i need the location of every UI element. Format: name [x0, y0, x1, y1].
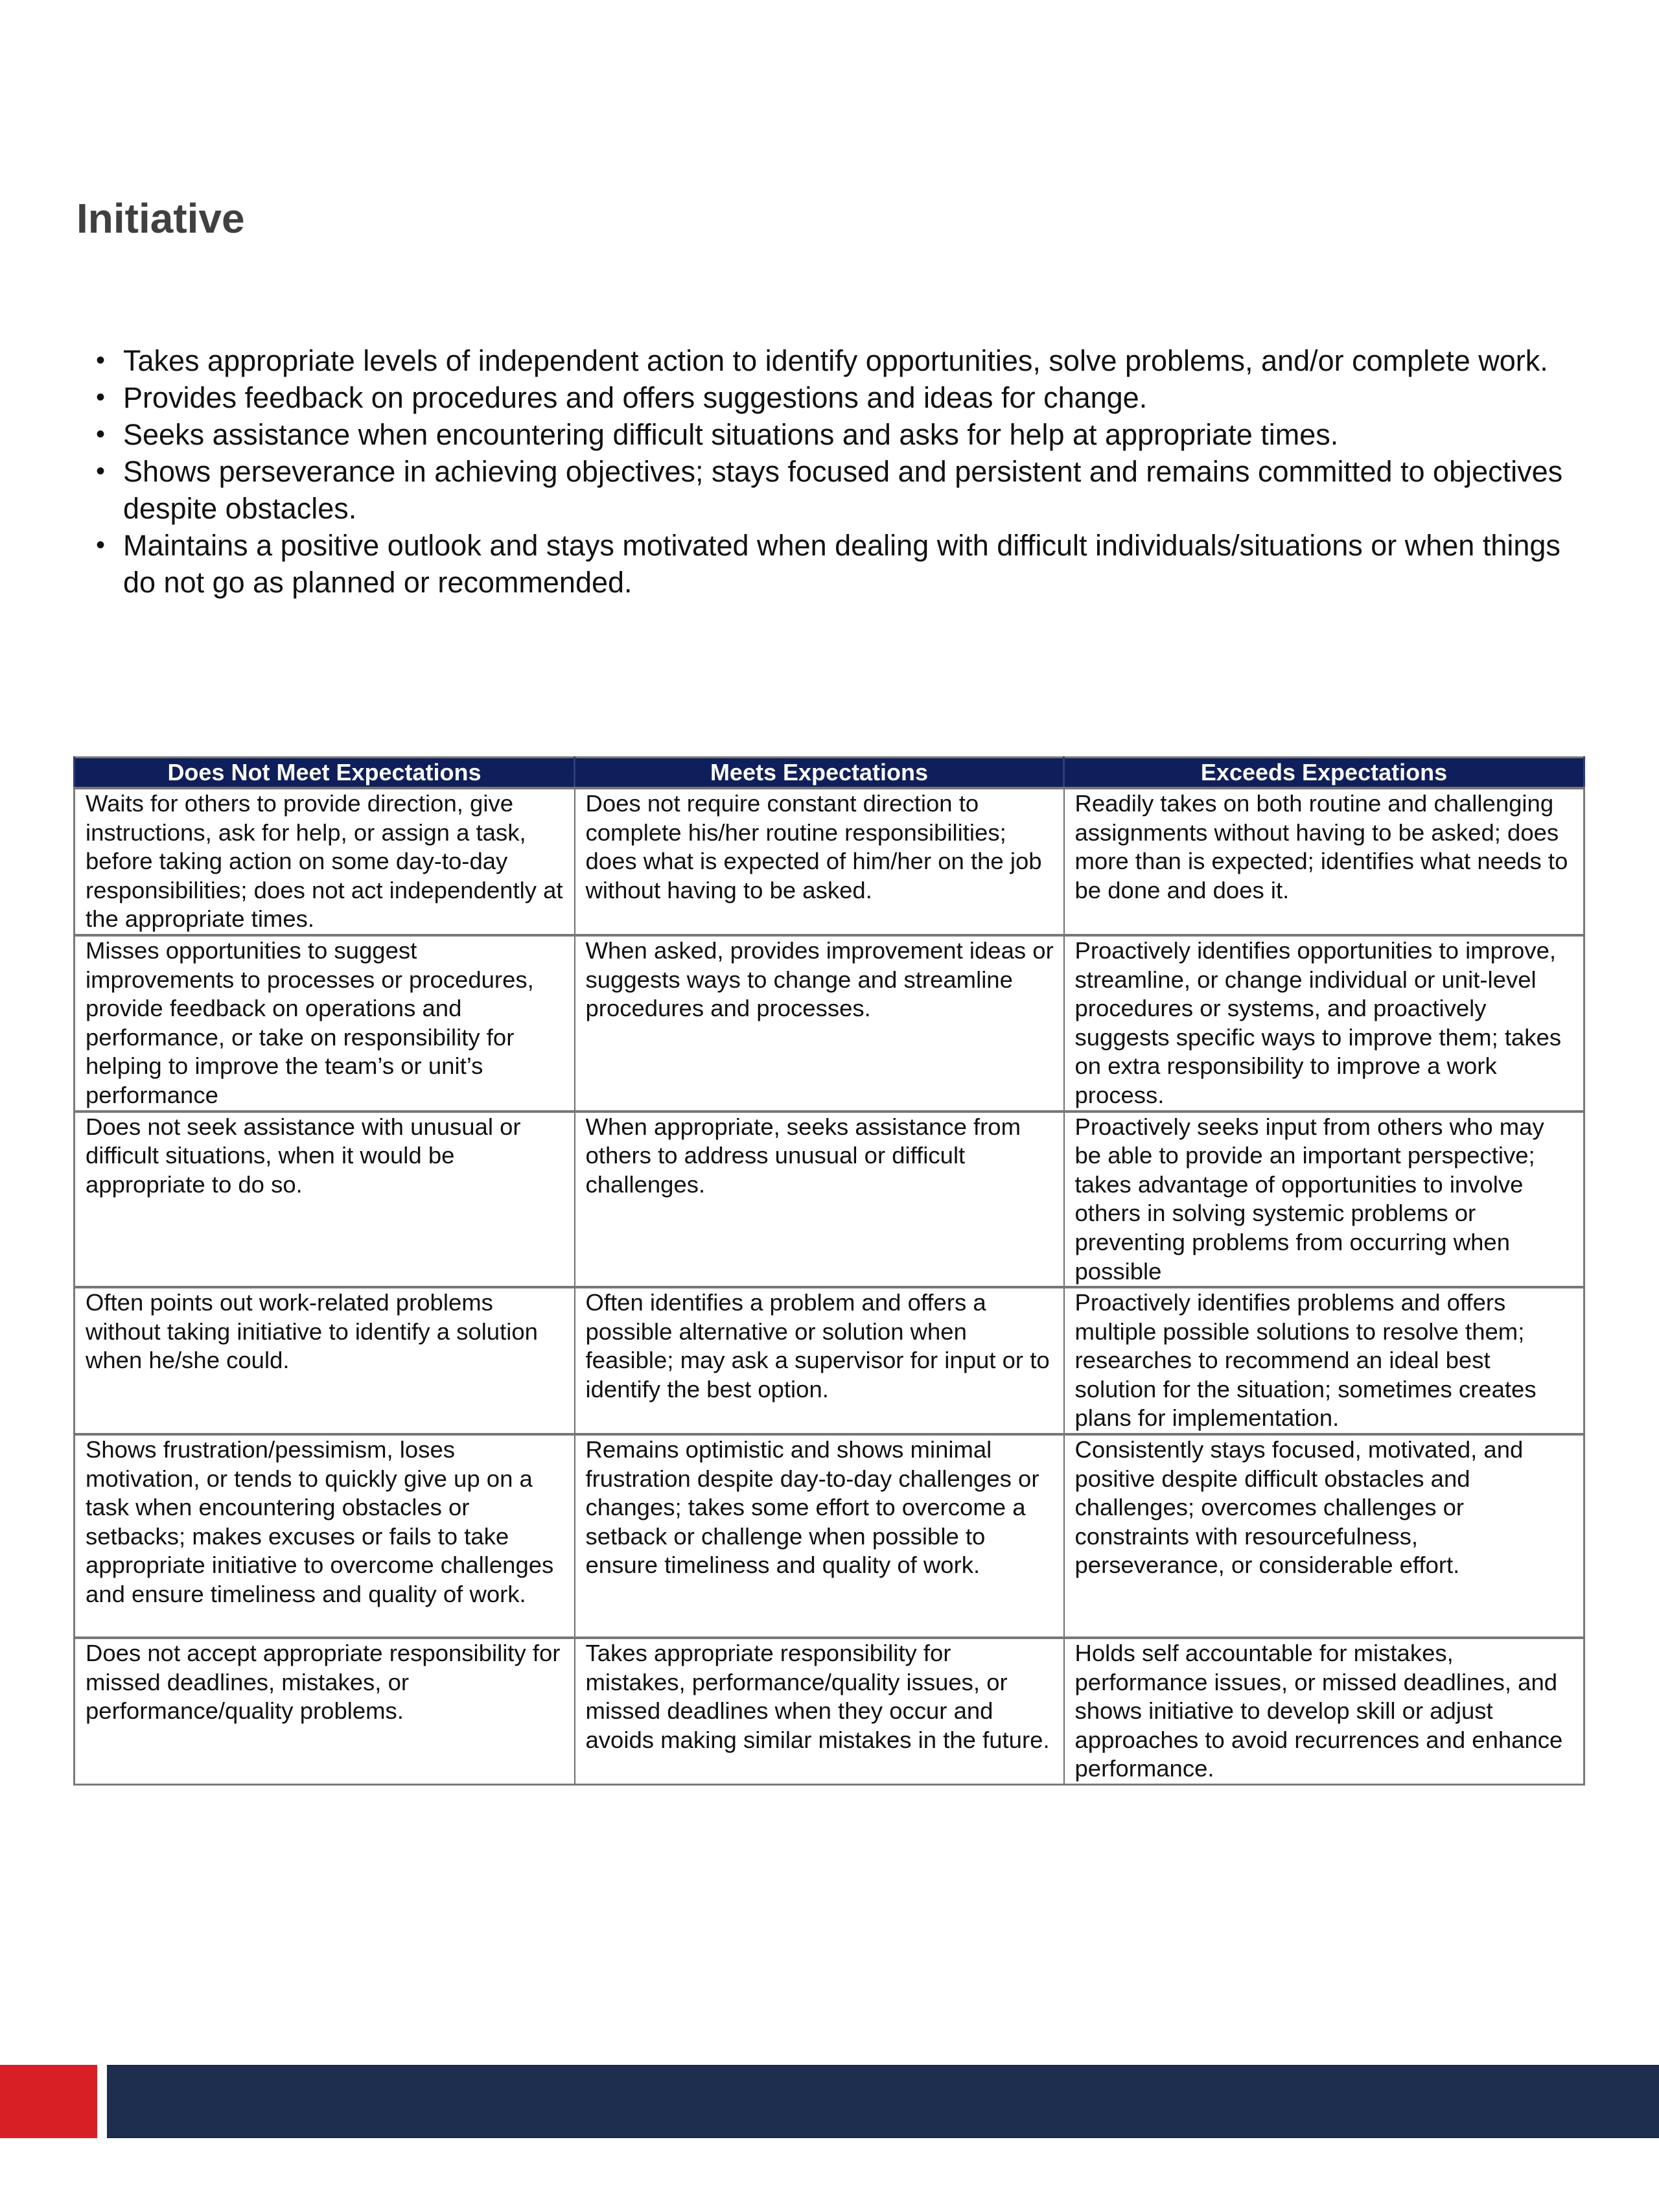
bullet-item [96, 527, 1568, 601]
cell-exceeds: Consistently stays focused, motivated, and positive despite difficult obstacles and challenges; overcomes challenges or constraints with resourcefulness, perseverance, or considerable effort. [1064, 1434, 1584, 1638]
cell-exceeds: Readily takes on both routine and challenging assignments without having to be asked; does more than is expected; identifies what needs to be done and does it. [1064, 788, 1584, 935]
bullet-text: Provides feedback on procedures and offers suggestions and ideas for change. [123, 381, 1148, 414]
table-row [75, 1434, 1584, 1638]
bullet-text: Seeks assistance when encountering difficult situations and asks for help at appropriate times. [123, 418, 1339, 451]
cell-does-not-meet: Does not accept appropriate responsibility for missed deadlines, mistakes, or performance/quality problems. [75, 1638, 575, 1784]
bullet-text: Takes appropriate levels of independent action to identify opportunities, solve problems, and/or complete work. [123, 344, 1548, 377]
rubric-table [73, 756, 1585, 1786]
table-row [75, 935, 1584, 1112]
page-title: Initiative [76, 195, 245, 242]
bullet-icon: • [96, 531, 106, 559]
cell-does-not-meet: Shows frustration/pessimism, loses motivation, or tends to quickly give up on a task when encountering obstacles or setbacks; makes excuses or fails to take appropriate initiative to overcome challenges and ensure timeliness and quality of work. [75, 1434, 575, 1638]
cell-meets: Takes appropriate responsibility for mistakes, performance/quality issues, or missed deadlines when they occur and avoids making similar mistakes in the future. [575, 1638, 1064, 1784]
cell-exceeds: Proactively identifies opportunities to improve, streamline, or change individual or unit-level procedures or systems, and proactively suggests specific ways to improve them; takes on extra responsibility to improve a work process. [1064, 935, 1584, 1112]
bullet-icon: • [96, 420, 106, 448]
cell-does-not-meet: Waits for others to provide direction, give instructions, ask for help, or assign a task, before taking action on some day-to-day responsibilities; does not act independently at the appropriate times. [75, 788, 575, 935]
cell-does-not-meet: Misses opportunities to suggest improvements to processes or procedures, provide feedback on operations and performance, or take on responsibility for helping to improve the team’s or unit’s performance [75, 935, 575, 1112]
bullet-item [96, 379, 1568, 416]
bullet-item [96, 453, 1568, 527]
bullet-item [96, 342, 1568, 379]
cell-does-not-meet: Often points out work-related problems without taking initiative to identify a solution when he/she could. [75, 1287, 575, 1434]
table-row [75, 1287, 1584, 1434]
cell-meets: When appropriate, seeks assistance from others to address unusual or difficult challenges. [575, 1112, 1064, 1288]
cell-meets: Remains optimistic and shows minimal frustration despite day-to-day challenges or changes; takes some effort to overcome a setback or challenge when possible to ensure timeliness and quality of work. [575, 1434, 1064, 1638]
cell-meets: When asked, provides improvement ideas or suggests ways to change and streamline procedures and processes. [575, 935, 1064, 1112]
bullet-icon: • [96, 457, 106, 485]
header-does-not-meet: Does Not Meet Expectations [75, 758, 575, 789]
table-header-row [75, 758, 1584, 789]
bullet-text: Shows perseverance in achieving objectives; stays focused and persistent and remains committed to objectives despite obstacles. [123, 455, 1563, 525]
cell-exceeds: Holds self accountable for mistakes, performance issues, or missed deadlines, and shows initiative to develop skill or adjust approaches to avoid recurrences and enhance performance. [1064, 1638, 1584, 1784]
bullet-icon: • [96, 383, 106, 412]
header-meets: Meets Expectations [575, 758, 1064, 789]
competency-bullet-list [96, 342, 1568, 601]
table-row [75, 1638, 1584, 1784]
bullet-item [96, 416, 1568, 453]
table-row [75, 1112, 1584, 1288]
cell-exceeds: Proactively seeks input from others who may be able to provide an important perspective; takes advantage of opportunities to involve others in solving systemic problems or preventing problems from occurring when possible [1064, 1112, 1584, 1288]
cell-exceeds: Proactively identifies problems and offers multiple possible solutions to resolve them; researches to recommend an ideal best solution for the situation; sometimes creates plans for implementation. [1064, 1287, 1584, 1434]
bullet-icon: • [96, 346, 106, 375]
footer-red-accent-bar [0, 2065, 97, 2138]
bullet-text: Maintains a positive outlook and stays motivated when dealing with difficult individuals/situations or when things do not go as planned or recommended. [123, 529, 1560, 599]
footer-navy-bar [107, 2065, 1659, 2138]
table-row [75, 788, 1584, 935]
cell-meets: Does not require constant direction to complete his/her routine responsibilities; does what is expected of him/her on the job without having to be asked. [575, 788, 1064, 935]
cell-does-not-meet: Does not seek assistance with unusual or difficult situations, when it would be appropriate to do so. [75, 1112, 575, 1288]
header-exceeds: Exceeds Expectations [1064, 758, 1584, 789]
cell-meets: Often identifies a problem and offers a possible alternative or solution when feasible; may ask a supervisor for input or to identify the best option. [575, 1287, 1064, 1434]
